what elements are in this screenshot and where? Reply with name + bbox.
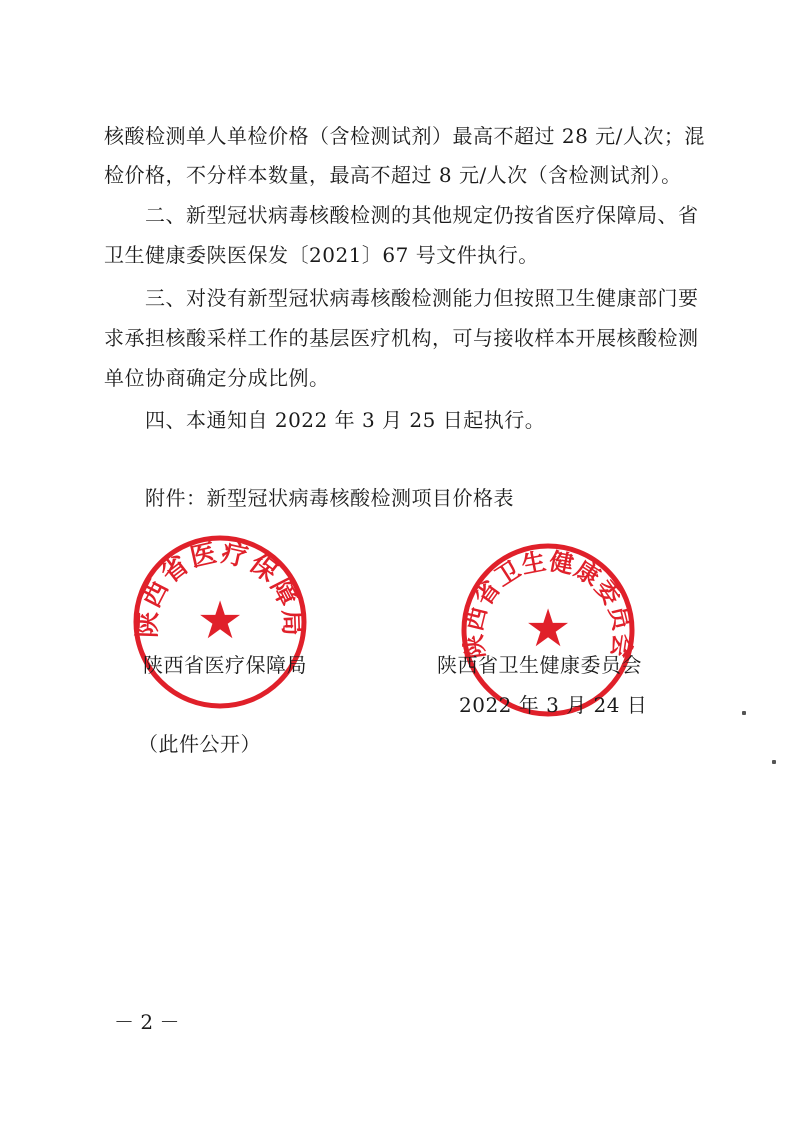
right-seal-text: 陕西省卫生健康委员会: [459, 547, 637, 661]
body-line-4: 卫生健康委陕医保发〔2021〕67 号文件执行。: [104, 243, 539, 267]
left-official-seal: [130, 532, 310, 712]
body-line-7: 单位协商确定分成比例。: [104, 366, 330, 390]
body-line-8: 四、本通知自 2022 年 3 月 25 日起执行。: [145, 408, 546, 432]
body-line-1: 核酸检测单人单检价格（含检测试剂）最高不超过 28 元/人次；混: [104, 124, 705, 148]
scan-speck: [772, 760, 776, 764]
left-seal-text: 陕西省医疗保障局: [132, 538, 308, 639]
body-line-2: 检价格，不分样本数量，最高不超过 8 元/人次（含检测试剂）。: [104, 163, 682, 187]
right-org-signature: 陕西省卫生健康委员会: [437, 653, 642, 677]
attachment-line: 附件：新型冠状病毒核酸检测项目价格表: [145, 486, 514, 510]
disclosure-note: （此件公开）: [138, 732, 261, 756]
body-line-5: 三、对没有新型冠状病毒核酸检测能力但按照卫生健康部门要: [145, 286, 699, 310]
body-line-6: 求承担核酸采样工作的基层医疗机构，可与接收样本开展核酸检测: [104, 326, 699, 350]
left-org-signature: 陕西省医疗保障局: [143, 653, 307, 677]
right-seal-star: ★: [524, 599, 572, 659]
body-line-3: 二、新型冠状病毒核酸检测的其他规定仍按省医疗保障局、省: [145, 203, 699, 227]
scan-speck: [742, 711, 746, 715]
page-number: － 2 －: [114, 1010, 180, 1034]
signature-date: 2022 年 3 月 24 日: [459, 693, 648, 717]
left-seal-star: ★: [196, 591, 244, 651]
